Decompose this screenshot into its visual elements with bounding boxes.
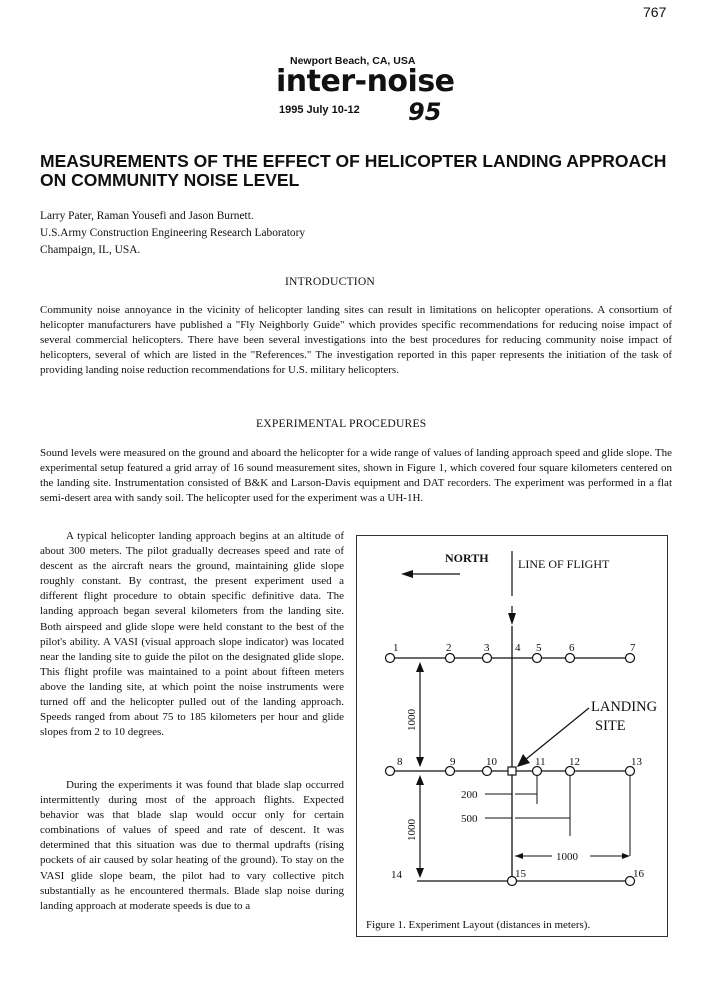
- conference-logo: inter-noise: [276, 64, 455, 99]
- column-paragraph-1: A typical helicopter landing approach begins at an altitude of about 300 meters. The pilot gradually decreases speed and rate of descent as the aircraft nears the ground, maintaining glide slope roughly constant. By contrast, the present experiment used a different flight procedure to obtain specific definitive data. The landing approach began several kilometers from the landing site. Both airspeed and glide slope were held constant to the best of the pilot's ability. A VASI (visual approach slope indicator) was located near the landing site to guide the pilot on the designated glide slope. This flight profile was maintained to a point about fifteen meters above the landing site, at which point the noise instruments were turned off and the helicopter pulled out of the landing approach. Speeds ranged from about 75 to 185 kilometers per hour and glide slopes from 2 to 10 degrees.: [40, 530, 344, 739]
- flight-arrow-head: [508, 613, 516, 625]
- landing-label-line2: SITE: [595, 718, 626, 734]
- site-marker: [533, 654, 542, 663]
- site-label-6: 6: [569, 642, 575, 654]
- site-marker: [386, 654, 395, 663]
- site-label-13: 13: [631, 756, 642, 768]
- introduction-paragraph: Community noise annoyance in the vicinity of helicopter landing sites can result in limitations on helicopter operations. A consortium of helicopter manufacturers have published a "Fly Neighborly Guide" which provides specific recommendations for reducing noise impact of several commercial helicopters. There have been several investigations into the best procedures for reducing community noise impact of helicopters, several of which are listed in the "References." The investigation reported in this paper represents the initiation of the task of providing landing noise reduction recommendations for U.S. military helicopters.: [40, 304, 672, 377]
- page-number: 767: [643, 4, 667, 20]
- dim-1000-vertical-lower-label: 1000: [406, 819, 418, 841]
- dim-1000-v-upper-arrow-top: [416, 662, 424, 672]
- dim-1000-v-lower-arrow-top: [416, 775, 424, 785]
- author-city: Champaign, IL, USA.: [40, 244, 141, 256]
- column-paragraph-2: During the experiments it was found that blade slap occurred intermittently during most of the approach flights. Expected behavior was that blade slap would occur only for certain combinations of values of speed and rate of descent. It was determined that this situation was due to thermal updrafts (rising pockets of air caused by solar heating of the ground). To stay on the VASI glide slope beam, the pilot had to vary collective pitch substantially as he encountered thermals. Blade slap noise during landing approach at moderate speeds is due to a: [40, 779, 344, 912]
- experiment-layout-diagram: [357, 536, 667, 936]
- figure-1: [356, 535, 668, 937]
- figure-caption: Figure 1. Experiment Layout (distances in meters).: [366, 919, 591, 931]
- dim-1000-v-upper-arrow-bottom: [416, 757, 424, 767]
- site-label-5: 5: [536, 642, 542, 654]
- introduction-heading: INTRODUCTION: [285, 275, 375, 288]
- experimental-heading: EXPERIMENTAL PROCEDURES: [256, 417, 427, 430]
- site-label-16: 16: [633, 868, 644, 880]
- site-label-1: 1: [393, 642, 399, 654]
- north-label: NORTH: [445, 551, 489, 565]
- line-of-flight-label: LINE OF FLIGHT: [518, 557, 610, 571]
- author-names: Larry Pater, Raman Yousefi and Jason Burnett.: [40, 210, 254, 222]
- site-label-4: 4: [515, 642, 521, 654]
- site-marker: [566, 654, 575, 663]
- site-label-7: 7: [630, 642, 636, 654]
- site-marker: [446, 654, 455, 663]
- dim-1000-horizontal-label: 1000: [556, 851, 578, 863]
- landing-callout-arrow: [517, 754, 530, 767]
- site-label-11: 11: [535, 756, 546, 768]
- dim-500-label: 500: [461, 813, 478, 825]
- site-label-3: 3: [484, 642, 490, 654]
- experimental-paragraph: Sound levels were measured on the ground and aboard the helicopter for a wide range of values of landing approach speed and glide slope. The experimental setup featured a grid array of 16 sound measurement sites, shown in Figure 1, which covered four square kilometers centered on the landing site. Instrumentation consisted of B&K and Larson-Davis equipment and DAT recorders. The experiment was performed in a flat semi-desert area with sandy soil. The helicopter used for the experiment was a UH-1H.: [40, 447, 672, 505]
- site-label-8: 8: [397, 756, 403, 768]
- site-label-15: 15: [515, 868, 526, 880]
- site-label-2: 2: [446, 642, 452, 654]
- site-marker: [483, 654, 492, 663]
- dim-1000-h-arrow-left: [515, 853, 523, 859]
- landing-site-marker: [508, 767, 516, 775]
- paper-title: MEASUREMENTS OF THE EFFECT OF HELICOPTER LANDING APPROACH ON COMMUNITY NOISE LEVEL: [40, 151, 667, 190]
- dim-200-label: 200: [461, 789, 478, 801]
- conference-dates: 1995 July 10-12: [279, 104, 360, 116]
- site-label-10: 10: [486, 756, 497, 768]
- site-label-14: 14: [391, 869, 402, 881]
- site-label-12: 12: [569, 756, 580, 768]
- site-marker: [626, 654, 635, 663]
- dim-1000-v-lower-arrow-bottom: [416, 868, 424, 878]
- site-marker: [386, 767, 395, 776]
- landing-label-line1: LANDING: [591, 699, 658, 715]
- dim-1000-vertical-upper-label: 1000: [406, 709, 418, 731]
- conference-year: 95: [408, 98, 442, 126]
- north-arrow-head: [401, 570, 413, 578]
- author-affiliation: U.S.Army Construction Engineering Research Laboratory: [40, 227, 306, 239]
- site-label-9: 9: [450, 756, 456, 768]
- conference-location: Newport Beach, CA, USA: [290, 55, 416, 67]
- dim-1000-h-arrow-right: [622, 853, 630, 859]
- landing-callout-line: [525, 708, 589, 760]
